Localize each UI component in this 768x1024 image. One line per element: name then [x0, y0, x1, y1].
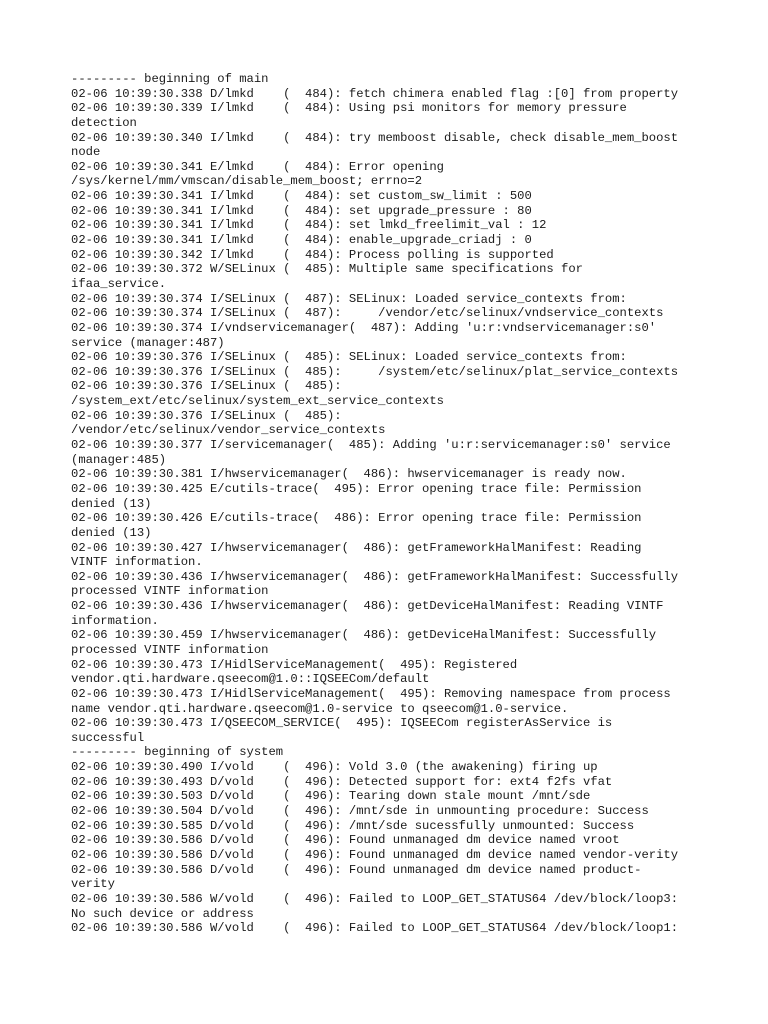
log-line: service (manager:487)	[71, 335, 225, 350]
log-text-block	[71, 72, 711, 936]
log-line: name vendor.qti.hardware.qseecom@1.0-service to qseecom@1.0-service.	[71, 701, 569, 716]
log-line: 02-06 10:39:30.340 I/lmkd ( 484): try memboost disable, check disable_mem_boost	[71, 130, 679, 145]
log-line: denied (13)	[71, 496, 152, 511]
log-line: 02-06 10:39:30.459 I/hwservicemanager( 486): getDeviceHalManifest: Successfully	[71, 628, 657, 643]
log-line: 02-06 10:39:30.341 I/lmkd ( 484): set custom_sw_limit : 500	[71, 189, 532, 204]
log-line: 02-06 10:39:30.372 W/SELinux ( 485): Multiple same specifications for	[71, 262, 583, 277]
log-line: VINTF information.	[71, 555, 203, 570]
log-line: 02-06 10:39:30.426 E/cutils-trace( 486): Error opening trace file: Permission	[71, 511, 642, 526]
log-line: 02-06 10:39:30.374 I/vndservicemanager( 487): Adding 'u:r:vndservicemanager:s0'	[71, 320, 657, 335]
log-line: node	[71, 145, 101, 160]
log-line: (manager:485)	[71, 452, 167, 467]
log-line: 02-06 10:39:30.341 I/lmkd ( 484): set upgrade_pressure : 80	[71, 203, 532, 218]
log-line: processed VINTF information	[71, 584, 269, 599]
log-line: 02-06 10:39:30.436 I/hwservicemanager( 486): getFrameworkHalManifest: Successfully	[71, 569, 679, 584]
log-line: processed VINTF information	[71, 642, 269, 657]
log-line: 02-06 10:39:30.586 D/vold ( 496): Found unmanaged dm device named product-	[71, 862, 642, 877]
log-line: 02-06 10:39:30.341 I/lmkd ( 484): enable_upgrade_criadj : 0	[71, 233, 532, 248]
log-line: /system_ext/etc/selinux/system_ext_service_contexts	[71, 394, 444, 409]
log-line: detection	[71, 115, 137, 130]
log-line: 02-06 10:39:30.339 I/lmkd ( 484): Using psi monitors for memory pressure	[71, 101, 627, 116]
log-line: verity	[71, 877, 115, 892]
log-line: --------- beginning of system	[71, 745, 284, 760]
log-line: ifaa_service.	[71, 276, 167, 291]
log-line: 02-06 10:39:30.586 W/vold ( 496): Failed to LOOP_GET_STATUS64 /dev/block/loop3:	[71, 891, 679, 906]
log-line: 02-06 10:39:30.490 I/vold ( 496): Vold 3.0 (the awakening) firing up	[71, 760, 598, 775]
log-line: 02-06 10:39:30.427 I/hwservicemanager( 486): getFrameworkHalManifest: Reading	[71, 540, 642, 555]
log-line: 02-06 10:39:30.376 I/SELinux ( 485): SELinux: Loaded service_contexts from:	[71, 350, 627, 365]
log-line: 02-06 10:39:30.586 D/vold ( 496): Found unmanaged dm device named vendor-verity	[71, 847, 679, 862]
log-line: 02-06 10:39:30.376 I/SELinux ( 485):	[71, 379, 342, 394]
log-line: 02-06 10:39:30.341 E/lmkd ( 484): Error opening	[71, 159, 444, 174]
log-line: 02-06 10:39:30.377 I/servicemanager( 485): Adding 'u:r:servicemanager:s0' service	[71, 438, 671, 453]
log-line: 02-06 10:39:30.586 D/vold ( 496): Found unmanaged dm device named vroot	[71, 833, 620, 848]
log-line: 02-06 10:39:30.585 D/vold ( 496): /mnt/sde sucessfully unmounted: Success	[71, 818, 635, 833]
log-line: /vendor/etc/selinux/vendor_service_contexts	[71, 423, 386, 438]
log-line: 02-06 10:39:30.473 I/HidlServiceManagement( 495): Removing namespace from process	[71, 686, 671, 701]
log-line: 02-06 10:39:30.504 D/vold ( 496): /mnt/sde in unmounting procedure: Success	[71, 804, 649, 819]
log-line: 02-06 10:39:30.338 D/lmkd ( 484): fetch chimera enabled flag :[0] from property	[71, 86, 679, 101]
log-line: 02-06 10:39:30.376 I/SELinux ( 485):	[71, 408, 342, 423]
log-line: 02-06 10:39:30.374 I/SELinux ( 487): /vendor/etc/selinux/vndservice_contexts	[71, 306, 664, 321]
log-line: 02-06 10:39:30.425 E/cutils-trace( 495): Error opening trace file: Permission	[71, 481, 642, 496]
log-line: 02-06 10:39:30.376 I/SELinux ( 485): /system/etc/selinux/plat_service_contexts	[71, 364, 679, 379]
log-line: No such device or address	[71, 906, 254, 921]
log-line: vendor.qti.hardware.qseecom@1.0::IQSEECom/default	[71, 672, 430, 687]
log-line: 02-06 10:39:30.381 I/hwservicemanager( 486): hwservicemanager is ready now.	[71, 467, 627, 482]
log-line: --------- beginning of main	[71, 72, 269, 86]
log-line: 02-06 10:39:30.473 I/QSEECOM_SERVICE( 495): IQSEECom registerAsService is	[71, 716, 613, 731]
log-line: 02-06 10:39:30.503 D/vold ( 496): Tearing down stale mount /mnt/sde	[71, 789, 591, 804]
log-line: 02-06 10:39:30.374 I/SELinux ( 487): SELinux: Loaded service_contexts from:	[71, 291, 627, 306]
log-line: 02-06 10:39:30.493 D/vold ( 496): Detected support for: ext4 f2fs vfat	[71, 774, 613, 789]
log-line: successful	[71, 730, 145, 745]
log-line: denied (13)	[71, 525, 152, 540]
log-line: 02-06 10:39:30.342 I/lmkd ( 484): Process polling is supported	[71, 247, 554, 262]
log-line: 02-06 10:39:30.341 I/lmkd ( 484): set lmkd_freelimit_val : 12	[71, 218, 547, 233]
log-line: 02-06 10:39:30.586 W/vold ( 496): Failed to LOOP_GET_STATUS64 /dev/block/loop1:	[71, 921, 679, 936]
log-line: /sys/kernel/mm/vmscan/disable_mem_boost; errno=2	[71, 174, 423, 189]
log-line: information.	[71, 613, 159, 628]
log-line: 02-06 10:39:30.436 I/hwservicemanager( 486): getDeviceHalManifest: Reading VINTF	[71, 599, 664, 614]
log-line: 02-06 10:39:30.473 I/HidlServiceManagement( 495): Registered	[71, 657, 518, 672]
